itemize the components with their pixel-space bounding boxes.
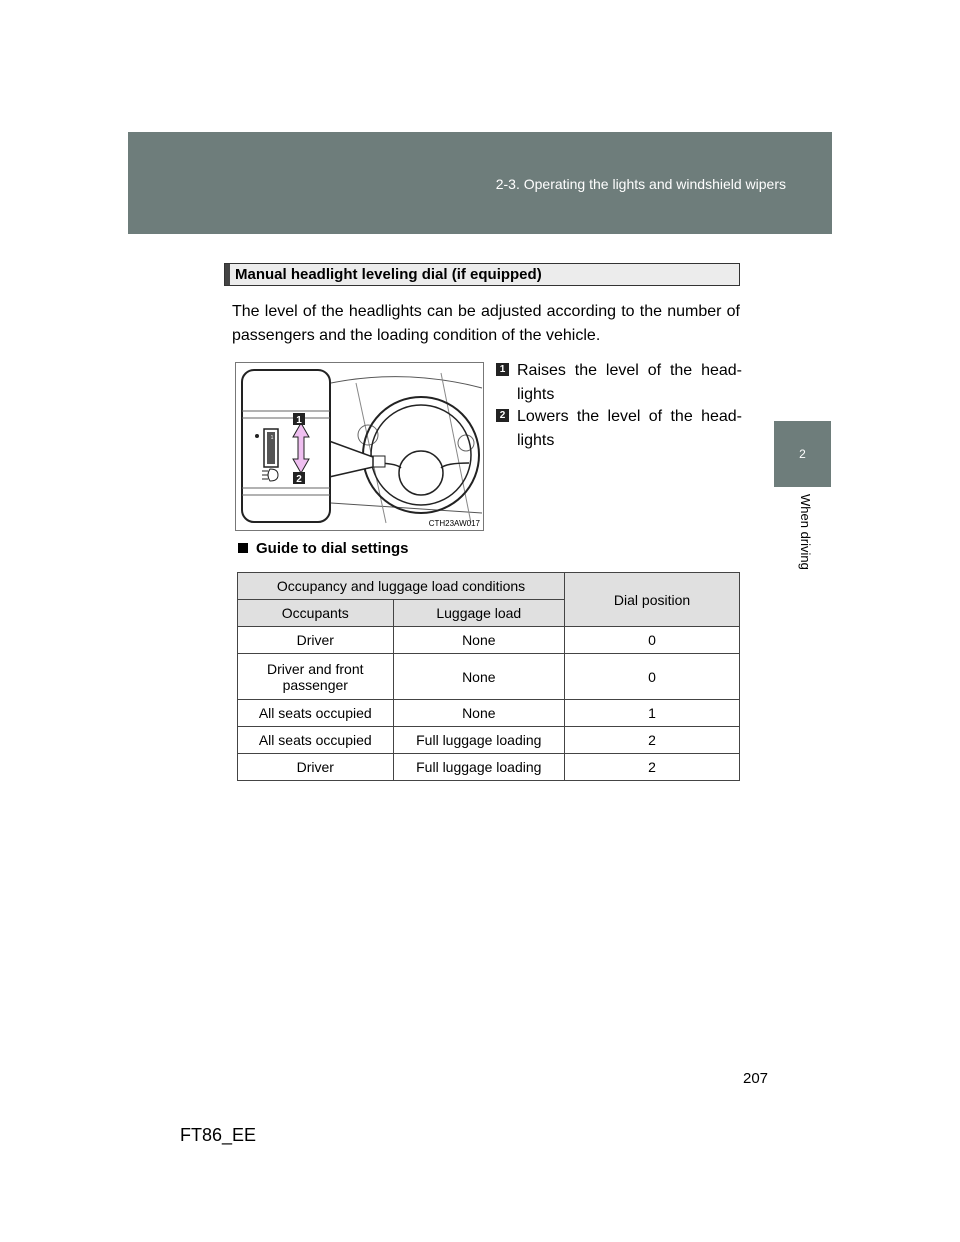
- cell-dial: 2: [565, 727, 740, 754]
- chapter-label: When driving: [798, 494, 813, 570]
- cell-dial: 1: [565, 700, 740, 727]
- callout-number-2: 2: [496, 409, 509, 422]
- callout-text-lower: Lowers the level of the head-lights: [517, 408, 742, 449]
- cell-luggage: None: [393, 700, 565, 727]
- dial-settings-table: [237, 572, 740, 781]
- table-row: [238, 754, 740, 781]
- headlight-dial-illustration: [235, 362, 484, 531]
- figure-caption: CTH23AW017: [428, 519, 480, 528]
- table-row: [238, 727, 740, 754]
- guide-title: Guide to dial settings: [256, 540, 409, 557]
- table-header-row: [238, 573, 740, 600]
- section-heading-bar: [225, 264, 230, 285]
- cell-dial: 0: [565, 654, 740, 700]
- svg-text:2: 2: [296, 474, 302, 485]
- cell-luggage: None: [393, 627, 565, 654]
- cell-luggage: None: [393, 654, 565, 700]
- callout-number-1: 1: [496, 363, 509, 376]
- callout-text-raise: Raises the level of the head-lights: [517, 362, 742, 403]
- guide-heading: [238, 540, 409, 557]
- page-number: 207: [743, 1070, 769, 1087]
- cell-occupants: Driver: [238, 754, 394, 781]
- cell-occupants: Driver: [238, 627, 394, 654]
- cell-dial: 0: [565, 627, 740, 654]
- header-occupants: Occupants: [238, 600, 394, 627]
- document-code: FT86_EE: [180, 1125, 257, 1145]
- cell-occupants: Driver and front passenger: [238, 654, 394, 700]
- header-band: [128, 132, 832, 234]
- header-dial-position: Dial position: [565, 573, 740, 627]
- callout-lower: [496, 405, 742, 453]
- header-occupancy-group: Occupancy and luggage load conditions: [238, 573, 565, 600]
- table-row: [238, 627, 740, 654]
- dashboard-drawing: [236, 363, 483, 530]
- cell-luggage: Full luggage loading: [393, 754, 565, 781]
- cell-occupants: All seats occupied: [238, 700, 394, 727]
- cell-luggage: Full luggage loading: [393, 727, 565, 754]
- svg-text:1: 1: [296, 415, 302, 426]
- table-row: [238, 700, 740, 727]
- header-section-title: 2-3. Operating the lights and windshield wipers: [495, 176, 786, 192]
- square-bullet-icon: [238, 543, 248, 553]
- chapter-tab: 2: [774, 421, 831, 487]
- cell-occupants: All seats occupied: [238, 727, 394, 754]
- cell-dial: 2: [565, 754, 740, 781]
- callout-raise: [496, 359, 742, 407]
- intro-paragraph: The level of the headlights can be adjusted according to the number of passengers and the loading condition of the vehicle.: [232, 303, 740, 344]
- svg-text:1: 1: [270, 435, 274, 441]
- table-row: [238, 654, 740, 700]
- header-luggage-load: Luggage load: [393, 600, 565, 627]
- section-title: Manual headlight leveling dial (if equipped): [235, 266, 542, 283]
- section-heading-box: [224, 263, 740, 286]
